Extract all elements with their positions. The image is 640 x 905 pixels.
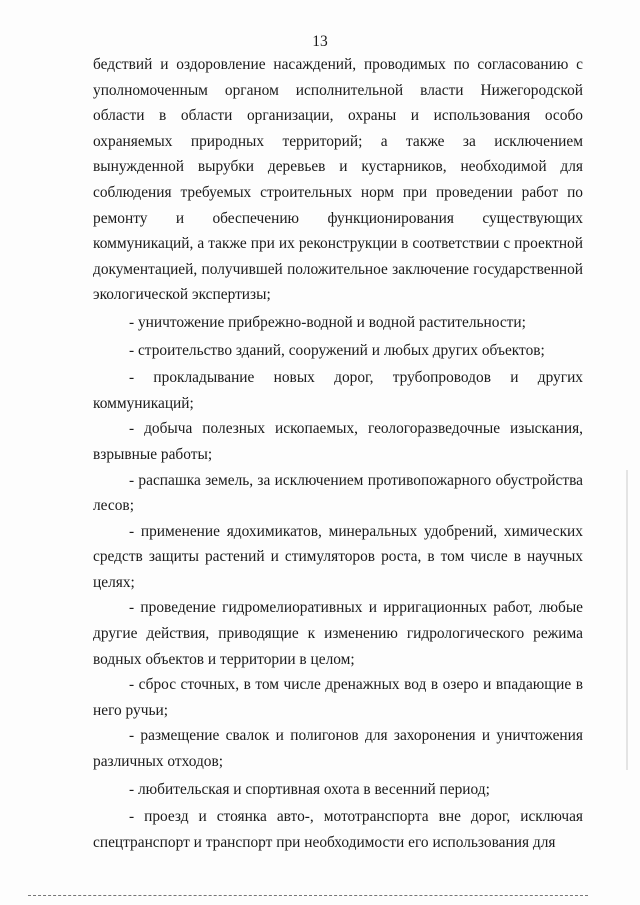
- list-item: - сброс сточных, в том числе дренажных вод в озеро и впадающие в него ручьи;: [93, 676, 583, 719]
- list-item: - проезд и стоянка авто-, мототранспорта вне дорог, исключая спецтранспорт и транспорт при необходимости его использования для: [93, 808, 583, 851]
- intro-paragraph: бедствий и оздоровление насаждений, проводимых по согласованию с уполномоченным органом исполнительной власти Нижегородской области в области организации, охраны и использования особо охраняемых природных территорий; а также за исключением вынужденной вырубки деревьев и кустарников, необходимой для соблюдения требуемых строительных норм при проведении работ по ремонту и обеспечению функционирования существующих коммуникаций, а также при их реконструкции в соответствии с проектной документацией, получившей положительное заключение государственной экологической экспертизы;: [93, 56, 583, 304]
- list-item: - размещение свалок и полигонов для захоронения и уничтожения различных отходов;: [93, 727, 583, 771]
- list-item: - распашка земель, за исключением противопожарного обустройства лесов;: [93, 471, 583, 515]
- page-number: 13: [312, 33, 328, 50]
- list-item: - строительство зданий, сооружений и любых других объектов;: [129, 341, 545, 359]
- list-item: - проведение гидромелиоративных и ирригационных работ, любые другие действия, приводящие к изменению гидрологического режима водных объектов и территории в целом;: [93, 599, 583, 668]
- list-item: - добыча полезных ископаемых, геологоразведочные изыскания, взрывные работы;: [93, 420, 583, 463]
- list-item: - применение ядохимикатов, минеральных удобрений, химических средств защиты растений и стимуляторов роста, в том числе в научных целях;: [93, 522, 583, 591]
- list-item: - прокладывание новых дорог, трубопроводов и других коммуникаций;: [93, 369, 583, 412]
- list-item: - любительская и спортивная охота в весенний период;: [129, 780, 490, 798]
- scan-edge-shadow: [626, 470, 628, 770]
- page-bottom-rule: [28, 895, 588, 896]
- document-body: [93, 52, 583, 855]
- list-item: - уничтожение прибрежно-водной и водной растительности;: [129, 313, 526, 331]
